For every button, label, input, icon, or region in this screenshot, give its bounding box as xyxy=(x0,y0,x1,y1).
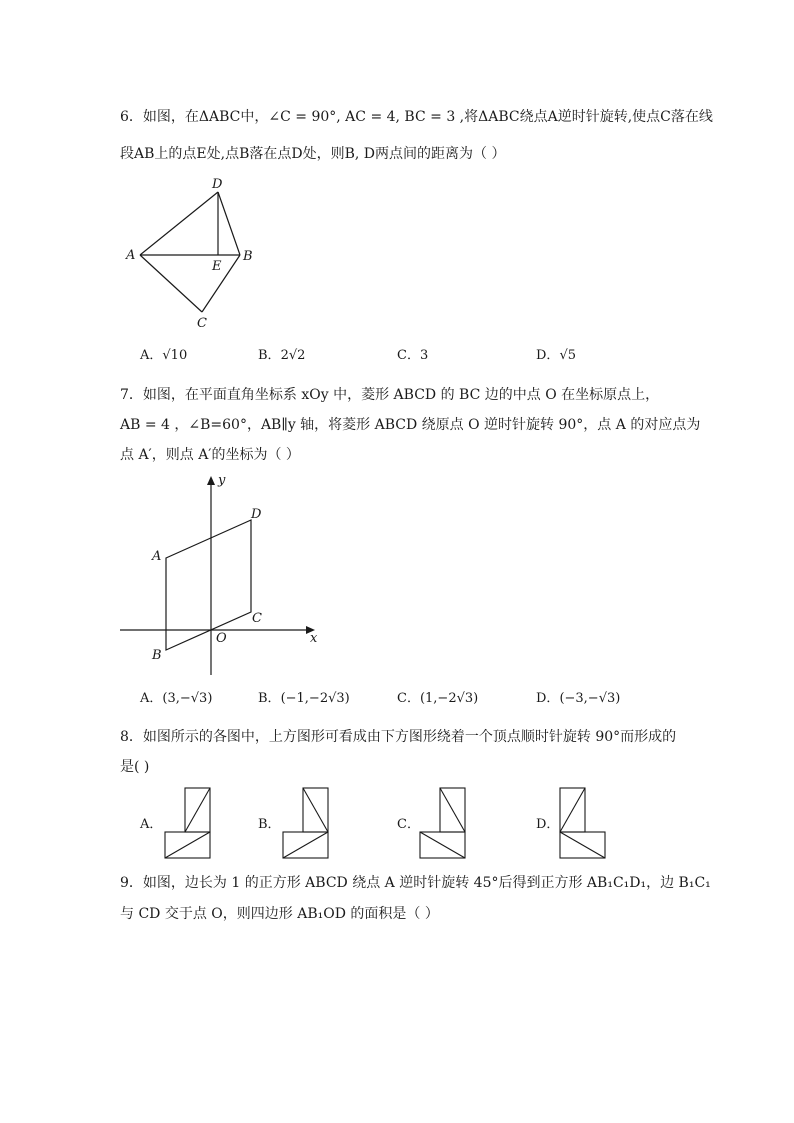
q7-option-a-letter: A． xyxy=(140,691,163,706)
q7-label-D: D xyxy=(251,507,262,522)
q8-figure-c xyxy=(418,787,468,861)
q7-option-b-letter: B． xyxy=(258,691,281,706)
q7-y-axis-arrow xyxy=(207,476,215,485)
q6-option-c xyxy=(397,347,428,365)
q6-option-b-value: 2√2 xyxy=(280,348,306,363)
q6-label-B: B xyxy=(243,249,253,264)
q6-option-a xyxy=(140,347,187,365)
q6-option-a-letter: A． xyxy=(140,348,163,363)
q8-figure-b xyxy=(281,787,331,861)
q7-option-c-letter: C． xyxy=(397,691,420,706)
q7-text-line2: AB = 4 ，∠B=60°，AB∥y 轴，将菱形 ABCD 绕原点 O 逆时针旋转 90°，点 A 的对应点为 xyxy=(120,417,701,433)
q6-segment-AC xyxy=(140,255,202,312)
q7-option-c-value: (1,−2√3) xyxy=(419,691,479,706)
q6-option-a-value: √10 xyxy=(162,348,188,363)
q6-label-D: D xyxy=(212,177,223,192)
q8-option-d-letter: D． xyxy=(536,817,560,832)
q7-label-O: O xyxy=(216,631,227,646)
q6-label-C: C xyxy=(197,316,207,331)
q7-figure xyxy=(115,470,325,680)
q7-option-b xyxy=(258,690,350,708)
q7-option-d xyxy=(536,690,620,708)
q6-option-c-letter: C． xyxy=(397,348,420,363)
q7-label-x: x xyxy=(310,631,318,646)
q7-text-line1: 7．如图，在平面直角坐标系 xOy 中，菱形 ABCD 的 BC 边的中点 O 在坐标原点上， xyxy=(120,387,660,403)
q6-text-line1: 6．如图，在ΔABC中，∠C = 90°, AC = 4, BC = 3 ,将ΔABC绕点A逆时针旋转,使点C落在线 xyxy=(120,109,713,125)
q7-option-a-value: (3,−√3) xyxy=(162,691,213,706)
q7-label-B: B xyxy=(152,648,162,663)
q7-label-C: C xyxy=(252,611,262,626)
q6-segment-DB xyxy=(218,192,240,255)
q9-text-line1: 9．如图，边长为 1 的正方形 ABCD 绕点 A 逆时针旋转 45°后得到正方形 AB₁C₁D₁，边 B₁C₁ xyxy=(120,875,711,891)
q6-text-line2: 段AB上的点E处,点B落在点D处，则B, D两点间的距离为（ ） xyxy=(120,146,506,162)
q8-option-c-letter: C． xyxy=(397,817,420,832)
q6-label-A: A xyxy=(126,248,136,263)
q9-text-line2: 与 CD 交于点 O，则四边形 AB₁OD 的面积是（ ） xyxy=(120,906,439,922)
q7-option-a xyxy=(140,690,212,708)
q6-option-d-letter: D． xyxy=(536,348,560,363)
q7-option-b-value: (−1,−2√3) xyxy=(280,691,350,706)
q6-figure xyxy=(120,172,280,332)
q8-option-b-letter: B． xyxy=(258,817,281,832)
q8-text-line1: 8．如图所示的各图中，上方图形可看成由下方图形绕着一个顶点顺时针旋转 90°而形成的 xyxy=(120,729,677,745)
q6-option-d xyxy=(536,347,576,365)
q6-option-b-letter: B． xyxy=(258,348,281,363)
q7-label-y: y xyxy=(218,473,226,488)
q8-figure-d xyxy=(558,787,608,861)
q6-segment-AD xyxy=(140,192,218,255)
q6-option-d-value: √5 xyxy=(559,348,576,363)
q6-option-c-value: 3 xyxy=(419,348,429,363)
q7-text-line3: 点 A′，则点 A′的坐标为（ ） xyxy=(120,447,300,463)
q6-label-E: E xyxy=(212,259,222,274)
q7-label-A: A xyxy=(152,549,162,564)
q7-option-c xyxy=(397,690,478,708)
q6-option-b xyxy=(258,347,305,365)
q7-option-d-value: (−3,−√3) xyxy=(559,691,621,706)
q8-option-a-letter: A． xyxy=(140,817,163,832)
q8-figure-a xyxy=(163,787,213,861)
q7-option-d-letter: D． xyxy=(536,691,560,706)
q8-text-line2: 是( ) xyxy=(120,759,150,775)
